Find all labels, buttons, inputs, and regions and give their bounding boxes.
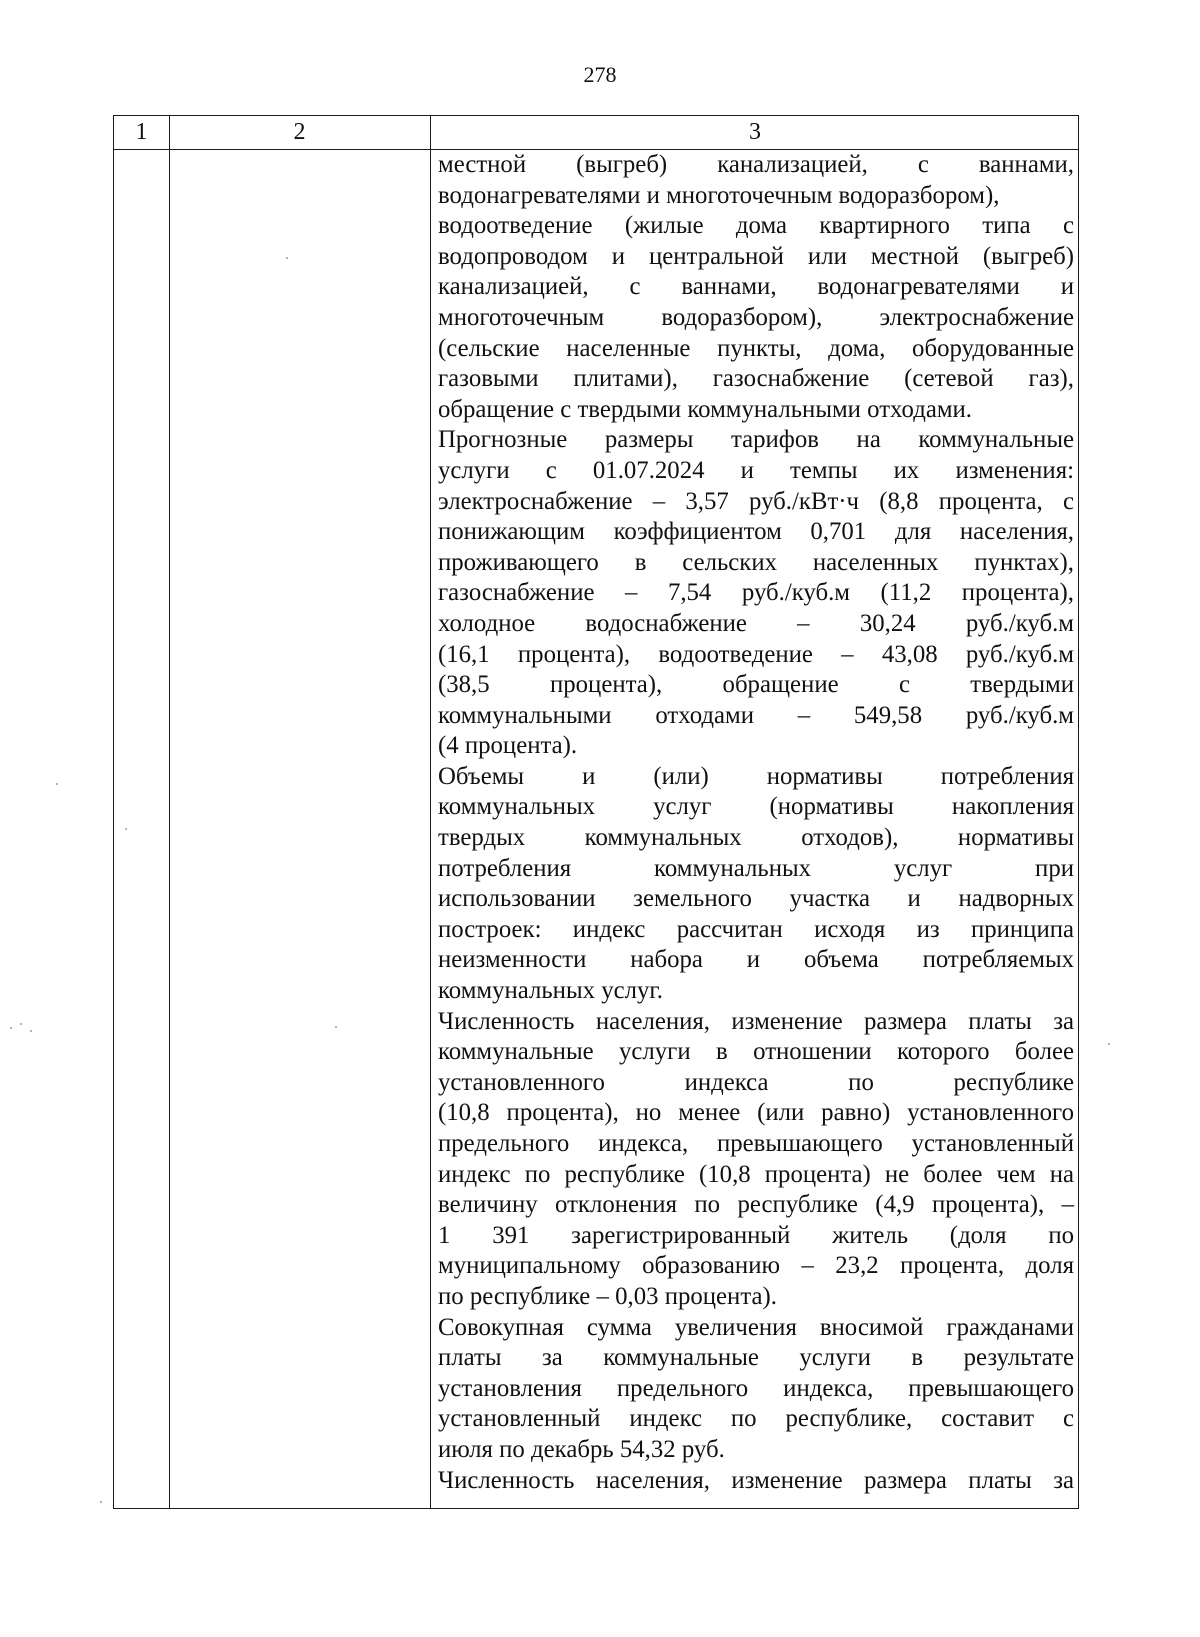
scan-speck: [10, 1027, 12, 1029]
column-header-3: 3: [749, 119, 761, 145]
page-number: 278: [583, 62, 617, 87]
text-line: (16,1 процента), водоотведение – 43,08 руб./куб.м: [438, 640, 1074, 668]
column-divider: [430, 116, 431, 1508]
scan-speck: [30, 1030, 32, 1032]
text-line: коммунальных услуг.: [438, 977, 663, 1005]
scan-speck: [20, 1023, 22, 1025]
text-line: использовании земельного участка и надворных: [438, 885, 1074, 913]
text-line: потребления коммунальных услуг при: [438, 854, 1074, 882]
text-line: (38,5 процента), обращение с твердыми: [438, 671, 1074, 699]
text-line: электроснабжение – 3,57 руб./кВт·ч (8,8 процента, с: [438, 487, 1074, 515]
text-line: обращение с твердыми коммунальными отходами.: [438, 395, 972, 423]
text-line: понижающим коэффициентом 0,701 для населения,: [438, 518, 1074, 546]
text-line: установленный индекс по республике, составит с: [438, 1405, 1074, 1433]
column-header-2: 2: [293, 119, 306, 145]
scan-speck: [1108, 1043, 1110, 1045]
text-line: коммунальные услуги в отношении которого более: [438, 1038, 1074, 1066]
text-line: июля по декабрь 54,32 руб.: [438, 1435, 725, 1463]
document-table: [113, 115, 1079, 1509]
text-line: индекс по республике (10,8 процента) не более чем на: [438, 1160, 1074, 1188]
column-divider: [169, 116, 170, 1508]
text-line: установления предельного индекса, превышающего: [438, 1374, 1074, 1402]
text-line: многоточечным водоразбором), электроснабжение: [438, 303, 1074, 331]
text-line: твердых коммунальных отходов), нормативы: [438, 824, 1074, 852]
text-line: холодное водоснабжение – 30,24 руб./куб.м: [438, 609, 1074, 637]
text-line: по республике – 0,03 процента).: [438, 1282, 777, 1310]
text-line: водоотведение (жилые дома квартирного типа с: [438, 212, 1074, 240]
text-line: Совокупная сумма увеличения вносимой гражданами: [438, 1313, 1074, 1341]
text-line: Объемы и (или) нормативы потребления: [438, 762, 1074, 790]
text-line: водонагревателями и многоточечным водоразбором),: [438, 181, 1000, 209]
text-line: коммунальных услуг (нормативы накопления: [438, 793, 1074, 821]
text-line: муниципальному образованию – 23,2 процента, доля: [438, 1252, 1074, 1280]
text-line: газовыми плитами), газоснабжение (сетевой газ),: [438, 365, 1074, 393]
scan-speck: [125, 828, 127, 830]
text-line: установленного индекса по республике: [438, 1068, 1074, 1096]
text-line: коммунальными отходами – 549,58 руб./куб.м: [438, 701, 1074, 729]
column-3-text: [438, 150, 1074, 1496]
text-line: газоснабжение – 7,54 руб./куб.м (11,2 процента),: [438, 579, 1074, 607]
scan-speck: [335, 1026, 337, 1028]
text-line: (сельские населенные пункты, дома, оборудованные: [438, 334, 1074, 362]
text-line: проживающего в сельских населенных пунктах),: [438, 548, 1074, 576]
text-line: платы за коммунальные услуги в результате: [438, 1344, 1074, 1372]
text-line: 1 391 зарегистрированный житель (доля по: [438, 1221, 1074, 1249]
text-line: услуги с 01.07.2024 и темпы их изменения:: [438, 456, 1074, 484]
text-line: водопроводом и центральной или местной (выгреб): [438, 242, 1074, 270]
scan-speck: [56, 783, 58, 785]
scan-speck: [286, 257, 288, 259]
text-line: предельного индекса, превышающего установленный: [438, 1130, 1074, 1157]
text-line: (4 процента).: [438, 732, 578, 760]
text-line: построек: индекс рассчитан исходя из принципа: [438, 915, 1074, 943]
text-line: местной (выгреб) канализацией, с ваннами,: [438, 151, 1074, 178]
text-line: величину отклонения по республике (4,9 процента), –: [438, 1191, 1074, 1219]
text-line: (10,8 процента), но менее (или равно) установленного: [438, 1099, 1074, 1127]
column-header-1: 1: [135, 119, 148, 145]
text-line: канализацией, с ваннами, водонагревателями и: [438, 273, 1074, 301]
text-line: неизменности набора и объема потребляемых: [438, 946, 1074, 974]
text-line: Прогнозные размеры тарифов на коммунальные: [438, 426, 1074, 454]
text-line: Численность населения, изменение размера платы за: [438, 1007, 1074, 1035]
text-line: Численность населения, изменение размера платы за: [438, 1466, 1074, 1494]
scan-speck: [100, 1501, 102, 1503]
